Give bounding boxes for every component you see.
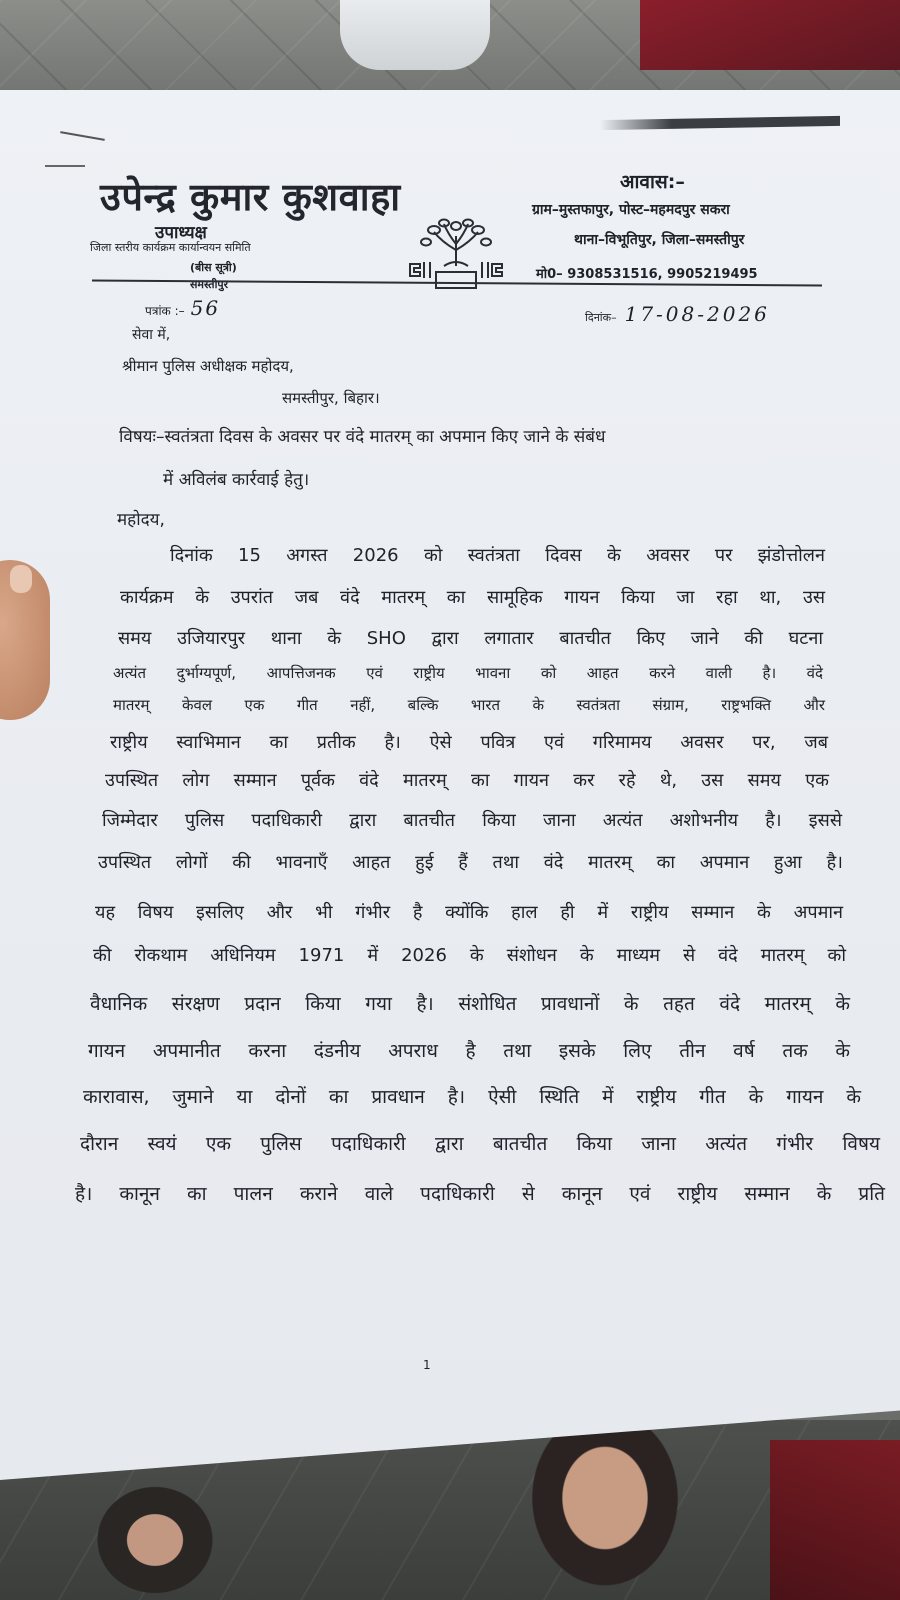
address-line-2: थाना–विभूतिपुर, जिला–समस्तीपुर xyxy=(574,232,745,248)
date-label: दिनांक– xyxy=(585,311,617,324)
body-line: मातरम् केवल एक गीत नहीं, बल्कि भारत के स्वतंत्रता संग्राम, राष्ट्रभक्ति और xyxy=(113,696,825,714)
body-line: उपस्थित लोग सम्मान पूर्वक वंदे मातरम् का गायन कर रहे थे, उस समय एक xyxy=(105,770,829,791)
body-line: समय उजियारपुर थाना के SHO द्वारा लगातार बातचीत किए जाने की घटना xyxy=(118,628,823,649)
body-line: अत्यंत दुर्भाग्यपूर्ण, आपत्तिजनक एवं राष्ट्रीय भावना को आहत करने वाली है। वंदे xyxy=(113,664,823,682)
address-label: आवास:– xyxy=(620,171,685,193)
page-number: 1 xyxy=(423,1358,431,1372)
recipient-line-1: श्रीमान पुलिस अधीक्षक महोदय, xyxy=(122,357,294,375)
letterhead-district: समस्तीपुर xyxy=(190,278,229,291)
body-line: उपस्थित लोगों की भावनाएँ आहत हुई हैं तथा वंदे मातरम् का अपमान हुआ है। xyxy=(98,852,843,873)
foot-sandal xyxy=(520,1430,690,1600)
letterhead-committee: जिला स्तरीय कार्यक्रम कार्यान्वयन समिति xyxy=(90,241,251,254)
subject-line-2: में अविलंब कार्रवाई हेतु। xyxy=(163,470,310,490)
letterhead-name: उपेन्द्र कुमार कुशवाहा xyxy=(100,175,401,219)
background-cloth xyxy=(340,0,490,70)
date-value: 17-08-2026 xyxy=(624,302,770,326)
body-line: जिम्मेदार पुलिस पदाधिकारी द्वारा बातचीत किया जाना अत्यंत अशोभनीय है। इससे xyxy=(102,810,842,831)
subject-line-1: विषयः–स्वतंत्रता दिवस के अवसर पर वंदे मातरम् का अपमान किए जाने के संबंध xyxy=(119,427,606,447)
reference-number xyxy=(145,296,220,320)
reference-label: पत्रांक :– xyxy=(145,304,185,318)
reference-value: 56 xyxy=(190,296,221,320)
body-line: दौरान स्वयं एक पुलिस पदाधिकारी द्वारा बातचीत किया जाना अत्यंत गंभीर विषय xyxy=(80,1133,880,1155)
body-line: दिनांक 15 अगस्त 2026 को स्वतंत्रता दिवस के अवसर पर झंडोत्तोलन xyxy=(170,545,825,566)
body-line: कार्यक्रम के उपरांत जब वंदे मातरम् का सामूहिक गायन किया जा रहा था, उस xyxy=(120,587,825,608)
body-line: वैधानिक संरक्षण प्रदान किया गया है। संशोधित प्रावधानों के तहत वंदे मातरम् के xyxy=(90,993,850,1015)
background-red-fabric-bottom xyxy=(770,1440,900,1600)
recipient-line-2: समस्तीपुर, बिहार। xyxy=(282,389,380,407)
salutation: महोदय, xyxy=(117,510,165,530)
body-line: गायन अपमानीत करना दंडनीय अपराध है तथा इसके लिए तीन वर्ष तक के xyxy=(88,1040,850,1062)
fingernail xyxy=(10,565,32,593)
letter-date xyxy=(585,302,770,326)
background-red-fabric xyxy=(640,0,900,70)
body-line: है। कानून का पालन कराने वाले पदाधिकारी से कानून एवं राष्ट्रीय सम्मान के प्रति xyxy=(75,1183,885,1205)
body-line: की रोकथाम अधिनियम 1971 में 2026 के संशोधन के माध्यम से वंदे मातरम् को xyxy=(93,945,846,966)
foot-left xyxy=(90,1480,220,1600)
mobile-numbers: मो0– 9308531516, 9905219495 xyxy=(536,267,758,282)
address-line-1: ग्राम–मुस्तफापुर, पोस्ट–महमदपुर सकरा xyxy=(532,202,730,218)
body-line: राष्ट्रीय स्वाभिमान का प्रतीक है। ऐसे पवित्र एवं गरिमामय अवसर पर, जब xyxy=(110,732,828,753)
body-line: कारावास, जुमाने या दोनों का प्रावधान है। ऐसी स्थिति में राष्ट्रीय गीत के गायन के xyxy=(83,1086,861,1108)
salutation-to: सेवा में, xyxy=(132,327,171,343)
body-line: यह विषय इसलिए और भी गंभीर है क्योंकि हाल ही में राष्ट्रीय सम्मान के अपमान xyxy=(95,902,843,923)
pen-mark xyxy=(45,165,85,167)
tree-emblem-icon xyxy=(404,216,508,292)
letterhead-designation: उपाध्यक्ष xyxy=(155,223,207,243)
letterhead-party: (बीस सूत्री) xyxy=(190,261,237,274)
